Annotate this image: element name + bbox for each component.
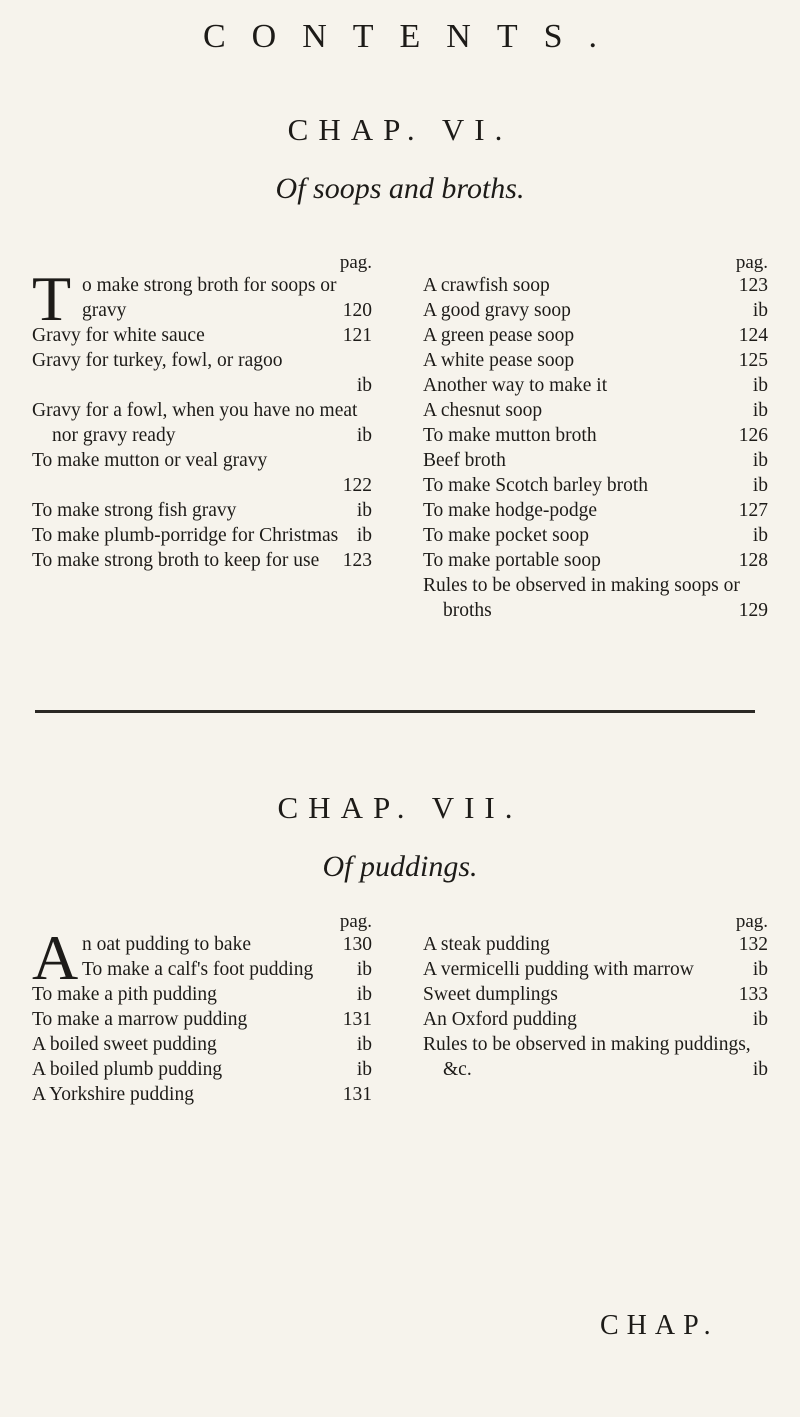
toc-entry-text: A boiled plumb pudding bbox=[32, 1059, 223, 1080]
toc-entry-page: ib bbox=[752, 475, 768, 496]
toc-entry-text: To make a calf's foot pudding bbox=[82, 959, 314, 980]
toc-entry-page: 126 bbox=[738, 425, 768, 446]
toc-entry bbox=[423, 523, 768, 548]
toc-entry-page: 124 bbox=[738, 325, 768, 346]
toc-entry-text: An Oxford pudding bbox=[423, 1009, 577, 1030]
toc-entry-text: To make mutton or veal gravy bbox=[32, 450, 268, 471]
toc-entry bbox=[32, 1032, 372, 1057]
toc-entry-page: 132 bbox=[738, 934, 768, 955]
pag-label: pag. bbox=[339, 252, 372, 273]
toc-entry-page: 123 bbox=[342, 550, 372, 571]
toc-entry bbox=[423, 548, 768, 573]
section-divider bbox=[35, 710, 755, 713]
toc-entry-page: ib bbox=[752, 450, 768, 471]
pag-label: pag. bbox=[339, 911, 372, 932]
toc-entry-text: To make pocket soop bbox=[423, 525, 589, 546]
toc-entry bbox=[32, 398, 372, 448]
toc-entry bbox=[423, 373, 768, 398]
toc-entry-text: To make strong fish gravy bbox=[32, 500, 237, 521]
toc-entry-page: ib bbox=[356, 984, 372, 1005]
toc-entry-text: To make plumb-porridge for Christmas bbox=[32, 525, 339, 546]
toc-entry-text: To make portable soop bbox=[423, 550, 601, 571]
toc-entry-text: To make mutton broth bbox=[423, 425, 597, 446]
toc-entry bbox=[423, 573, 768, 623]
toc-entry-text: A green pease soop bbox=[423, 325, 575, 346]
toc-entry bbox=[32, 982, 372, 1007]
toc-entry-page: 123 bbox=[738, 275, 768, 296]
toc-entry-text: A good gravy soop bbox=[423, 300, 571, 321]
toc-entry-text: Gravy for turkey, fowl, or ragoo bbox=[32, 350, 283, 371]
chapter-7-title: CHAP. VII. bbox=[277, 790, 523, 825]
toc-entry-text: A steak pudding bbox=[423, 934, 550, 955]
toc-entry bbox=[423, 473, 768, 498]
toc-entry bbox=[423, 1007, 768, 1032]
toc-entry bbox=[423, 1032, 768, 1082]
toc-entry-page: 122 bbox=[342, 475, 372, 496]
toc-entry-page: 120 bbox=[342, 300, 372, 321]
catchword: CHAP. bbox=[600, 1310, 719, 1341]
toc-entry-page: ib bbox=[356, 959, 372, 980]
toc-entry-page: ib bbox=[356, 525, 372, 546]
toc-entry-text: o make strong broth for soops or gravy bbox=[82, 275, 337, 321]
toc-entry-text: To make hodge-podge bbox=[423, 500, 598, 521]
toc-entry bbox=[32, 448, 372, 498]
chapter-6-title: CHAP. VI. bbox=[287, 112, 513, 147]
toc-entry bbox=[423, 448, 768, 473]
toc-entry-page: 133 bbox=[738, 984, 768, 1005]
toc-entry-page: ib bbox=[752, 1059, 768, 1080]
toc-entry-page: 131 bbox=[342, 1009, 372, 1030]
toc-entry bbox=[423, 423, 768, 448]
toc-entry bbox=[423, 982, 768, 1007]
toc-entry bbox=[32, 498, 372, 523]
toc-entry-page: ib bbox=[356, 1059, 372, 1080]
pag-label: pag. bbox=[735, 911, 768, 932]
toc-entry-page: 131 bbox=[342, 1084, 372, 1105]
toc-entry-page: ib bbox=[752, 525, 768, 546]
toc-entry-page: ib bbox=[752, 400, 768, 421]
toc-entry bbox=[423, 323, 768, 348]
toc-entry bbox=[32, 548, 372, 573]
toc-entry-page: 130 bbox=[342, 934, 372, 955]
toc-entry-text: Rules to be observed in making puddings, &c. bbox=[423, 1034, 751, 1080]
toc-entry-page: ib bbox=[752, 375, 768, 396]
toc-entry-page: 127 bbox=[738, 500, 768, 521]
toc-entry bbox=[423, 932, 768, 957]
toc-entry-page: ib bbox=[356, 425, 372, 446]
pag-label: pag. bbox=[735, 252, 768, 273]
toc-entry-text: A crawfish soop bbox=[423, 275, 550, 296]
toc-entry bbox=[423, 348, 768, 373]
toc-entry-page: ib bbox=[356, 375, 372, 396]
toc-entry bbox=[32, 523, 372, 548]
chapter-6-right-column bbox=[423, 253, 768, 623]
toc-entry-text: Beef broth bbox=[423, 450, 506, 471]
toc-entry bbox=[32, 957, 372, 982]
chapter-6-left-column bbox=[32, 253, 372, 573]
toc-entry-text: A vermicelli pudding with marrow bbox=[423, 959, 694, 980]
toc-entry-text: Sweet dumplings bbox=[423, 984, 558, 1005]
toc-entry-text: A boiled sweet pudding bbox=[32, 1034, 217, 1055]
chapter-7-subtitle: Of puddings. bbox=[322, 850, 478, 883]
drop-cap: T bbox=[32, 263, 72, 334]
toc-entry-page: 129 bbox=[738, 600, 768, 621]
toc-entry-text: Gravy for white sauce bbox=[32, 325, 205, 346]
drop-cap: A bbox=[32, 922, 79, 993]
toc-entry bbox=[32, 323, 372, 348]
toc-entry-page: ib bbox=[752, 1009, 768, 1030]
toc-entry bbox=[32, 1007, 372, 1032]
toc-entry-text: Another way to make it bbox=[423, 375, 608, 396]
toc-entry-text: Gravy for a fowl, when you have no meat nor gravy ready bbox=[32, 400, 358, 446]
toc-entry-text: To make a marrow pudding bbox=[32, 1009, 248, 1030]
chapter-7-right-column bbox=[423, 912, 768, 1082]
chapter-6-subtitle: Of soops and broths. bbox=[275, 172, 525, 205]
toc-entry bbox=[32, 263, 372, 334]
toc-entry-page: 125 bbox=[738, 350, 768, 371]
toc-entry bbox=[32, 348, 372, 398]
toc-entry-page: ib bbox=[752, 300, 768, 321]
toc-entry-page: ib bbox=[356, 500, 372, 521]
toc-entry bbox=[32, 1082, 372, 1107]
toc-entry-text: A Yorkshire pudding bbox=[32, 1084, 194, 1105]
toc-entry-text: A chesnut soop bbox=[423, 400, 543, 421]
chapter-7-left-column bbox=[32, 912, 372, 1107]
toc-entry-page: 128 bbox=[738, 550, 768, 571]
toc-entry-text: To make Scotch barley broth bbox=[423, 475, 648, 496]
toc-entry bbox=[423, 298, 768, 323]
toc-entry bbox=[423, 498, 768, 523]
toc-entry bbox=[423, 398, 768, 423]
toc-entry-page: 121 bbox=[342, 325, 372, 346]
toc-entry bbox=[32, 1057, 372, 1082]
toc-entry-text: Rules to be observed in making soops or broths bbox=[423, 575, 740, 621]
toc-entry-text: A white pease soop bbox=[423, 350, 575, 371]
toc-entry bbox=[423, 957, 768, 982]
toc-entry-text: n oat pudding to bake bbox=[82, 934, 251, 955]
running-head: CONTENTS. bbox=[202, 18, 624, 55]
toc-entry-page: ib bbox=[356, 1034, 372, 1055]
toc-entry-page: ib bbox=[752, 959, 768, 980]
toc-entry-text: To make strong broth to keep for use bbox=[32, 550, 320, 571]
toc-entry bbox=[423, 273, 768, 298]
toc-entry-text: To make a pith pudding bbox=[32, 984, 217, 1005]
